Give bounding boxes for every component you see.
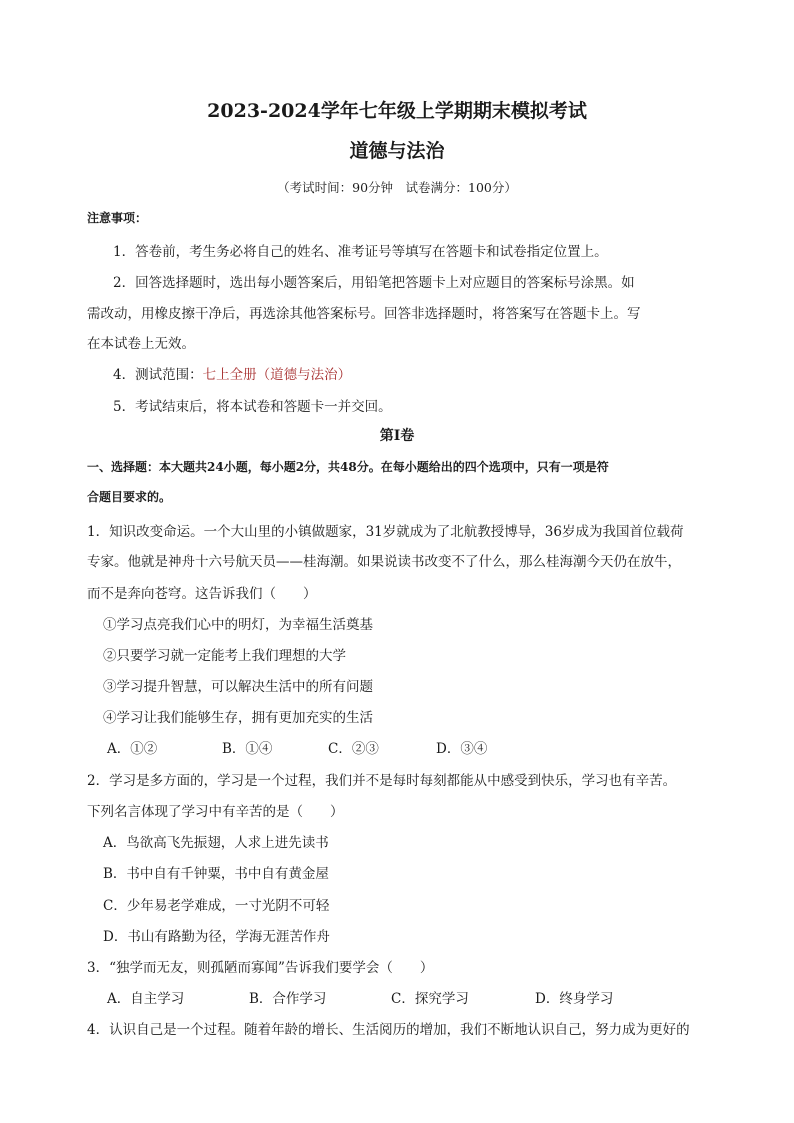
note-4 [113, 363, 351, 383]
q1-stem-line-3: 而不是奔向苍穹。这告诉我们（ ） [87, 586, 317, 602]
q1-statement-4: ④学习让我们能够生存，拥有更加充实的生活 [103, 710, 373, 726]
q2-option-d[interactable]: D．书山有路勤为径，学海无涯苦作舟 [103, 929, 330, 945]
q2-stem-line-2: 下列名言体现了学习中有辛苦的是（ ） [87, 804, 344, 820]
q3-option-a[interactable]: A．自主学习 [107, 991, 185, 1007]
q3-option-c[interactable]: C．探究学习 [391, 991, 469, 1007]
exam-title: 2023-2024学年七年级上学期期末模拟考试 [207, 100, 587, 122]
section-intro-line-2: 合题目要求的。 [87, 490, 172, 504]
q2-option-b[interactable]: B．书中自有千钟粟，书中自有黄金屋 [103, 866, 329, 882]
exam-info: （考试时间：90分钟 试卷满分：100分） [277, 180, 517, 195]
section-intro-line-1: 一、选择题：本大题共24小题，每小题2分，共48分。在每小题给出的四个选项中，只有一项是符 [87, 460, 609, 474]
q2-option-a[interactable]: A．鸟欲高飞先振翅，人求上进先读书 [103, 835, 329, 851]
q1-statement-3: ③学习提升智慧，可以解决生活中的所有问题 [103, 679, 373, 695]
q2-option-c[interactable]: C．少年易老学难成，一寸光阴不可轻 [103, 898, 330, 914]
q3-options [107, 987, 613, 1007]
q3-option-d[interactable]: D．终身学习 [535, 991, 614, 1007]
q4-stem-line-1: 4．认识自己是一个过程。随着年龄的增长、生活阅历的增加，我们不断地认识自己，努力成为更好的 [87, 1022, 690, 1038]
note-2-line-1: 2．回答选择题时，选出每小题答案后，用铅笔把答题卡上对应题目的答案标号涂黑。如 [113, 275, 635, 291]
note-4-prefix: 4．测试范围： [113, 367, 203, 383]
notes-heading: 注意事项： [87, 211, 148, 225]
q1-stem-line-2: 专家。他就是神舟十六号航天员——桂海潮。如果说读书改变不了什么，那么桂海潮今天仍在放牛， [87, 554, 681, 570]
q1-option-c[interactable]: C．②③ [328, 741, 379, 757]
note-2-line-3: 在本试卷上无效。 [87, 336, 195, 352]
q2-stem-line-1: 2．学习是多方面的，学习是一个过程，我们并不是每时每刻都能从中感受到快乐，学习也有辛苦。 [87, 773, 677, 789]
q1-stem-line-1: 1．知识改变命运。一个大山里的小镇做题家，31岁就成为了北航教授博导，36岁成为我国首位载荷 [87, 524, 684, 540]
q1-option-d[interactable]: D．③④ [436, 741, 488, 757]
q1-option-a[interactable]: A．①② [107, 741, 158, 757]
note-1: 1．答卷前，考生务必将自己的姓名、准考证号等填写在答题卡和试卷指定位置上。 [113, 244, 608, 260]
q1-statement-1: ①学习点亮我们心中的明灯，为幸福生活奠基 [103, 617, 373, 633]
test-range: 七上全册（道德与法治） [202, 367, 352, 383]
q1-options [107, 737, 487, 757]
q3-stem: 3．“独学而无友，则孤陋而寡闻”告诉我们要学会（ ） [87, 960, 434, 976]
q1-statement-2: ②只要学习就一定能考上我们理想的大学 [103, 648, 346, 664]
section-title: 第Ⅰ卷 [379, 428, 415, 444]
subject-title: 道德与法治 [349, 140, 445, 162]
note-2-line-2: 需改动，用橡皮擦干净后，再选涂其他答案标号。回答非选择题时，将答案写在答题卡上。写 [87, 306, 641, 322]
q1-option-b[interactable]: B．①④ [222, 741, 273, 757]
note-5: 5．考试结束后，将本试卷和答题卡一并交回。 [113, 399, 392, 415]
q3-option-b[interactable]: B．合作学习 [249, 991, 327, 1007]
